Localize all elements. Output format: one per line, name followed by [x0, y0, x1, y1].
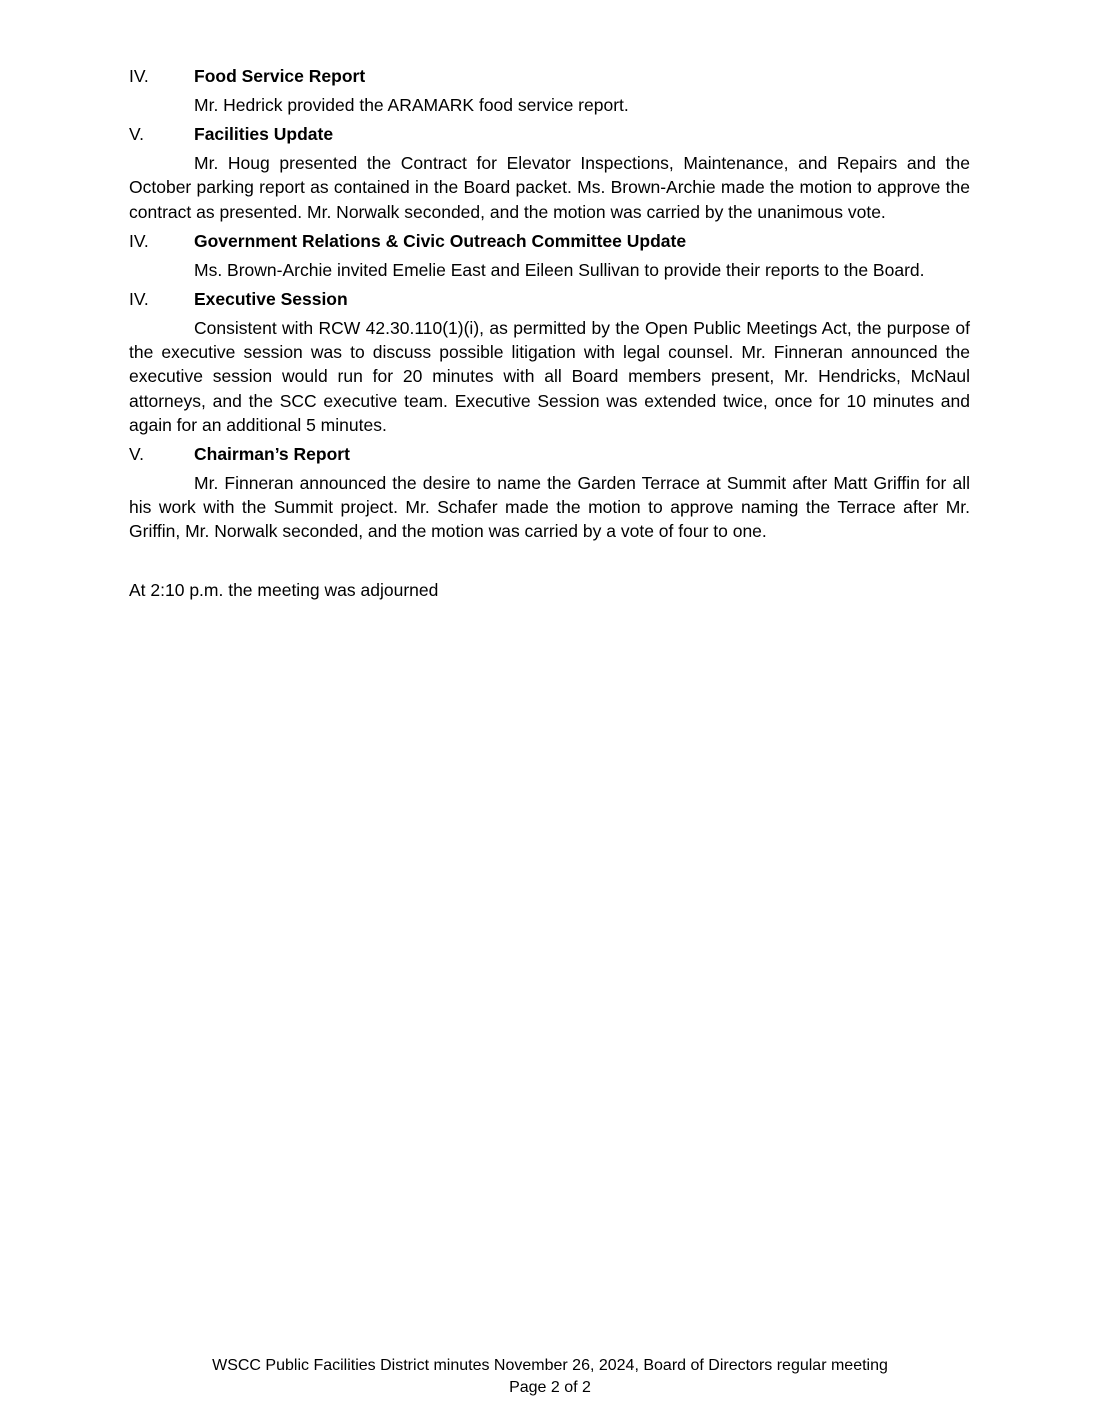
section-title: Government Relations & Civic Outreach Committee Update: [194, 230, 687, 251]
section-numeral: IV.: [129, 66, 149, 86]
section-food-service-report: [129, 64, 970, 117]
footer-document-title: WSCC Public Facilities District minutes November 26, 2024, Board of Directors regular meeting: [212, 1357, 888, 1374]
page-footer: [0, 1355, 1100, 1399]
section-facilities-update: [129, 122, 970, 224]
section-title: Food Service Report: [194, 66, 366, 86]
section-heading: [129, 287, 970, 311]
adjournment-statement: At 2:10 p.m. the meeting was adjourned: [129, 579, 439, 600]
section-paragraph: Mr. Houg presented the Contract for Elevator Inspections, Maintenance, and Repairs and the October parking report as contained in the Board packet. Ms. Brown-Archie made the motion to approve the contract as presented. Mr. Norwalk seconded, and the motion was carried by the unanimous vote.: [129, 153, 970, 222]
section-numeral: IV.: [129, 289, 149, 310]
section-chairmans-report: [129, 442, 970, 544]
section-paragraph: Mr. Finneran announced the desire to name the Garden Terrace at Summit after Matt Griffin for all his work with the Summit project. Mr. Schafer made the motion to approve naming the Terrace after Mr. Griffin, Mr. Norwalk seconded, and the motion was carried by a vote of four to one.: [129, 473, 970, 542]
section-executive-session: [129, 287, 970, 437]
section-paragraph: Ms. Brown-Archie invited Emelie East and Eileen Sullivan to provide their reports to the Board.: [194, 259, 925, 280]
section-paragraph: Mr. Hedrick provided the ARAMARK food service report.: [194, 95, 629, 115]
section-title: Chairman’s Report: [194, 444, 350, 465]
section-numeral: IV.: [129, 230, 149, 251]
section-numeral: V.: [129, 444, 144, 465]
section-heading: [129, 442, 970, 466]
section-government-relations: [129, 229, 970, 282]
section-heading: [129, 122, 970, 146]
section-title: Executive Session: [194, 289, 348, 310]
section-paragraph: Consistent with RCW 42.30.110(1)(i), as permitted by the Open Public Meetings Act, the purpose of the executive session was to discuss possible litigation with legal counsel. Mr. Finneran announced the executive session would run for 20 minutes with all Board members present, Mr. Hendricks, McNaul attorneys, and the SCC executive team. Executive Session was extended twice, once for 10 minutes and again for an additional 5 minutes.: [129, 318, 970, 435]
minutes-page-body: [129, 64, 970, 602]
section-heading: [129, 229, 970, 253]
footer-page-number: Page 2 of 2: [509, 1379, 591, 1396]
section-numeral: V.: [129, 124, 144, 145]
section-heading: [129, 64, 970, 88]
section-title: Facilities Update: [194, 124, 334, 145]
